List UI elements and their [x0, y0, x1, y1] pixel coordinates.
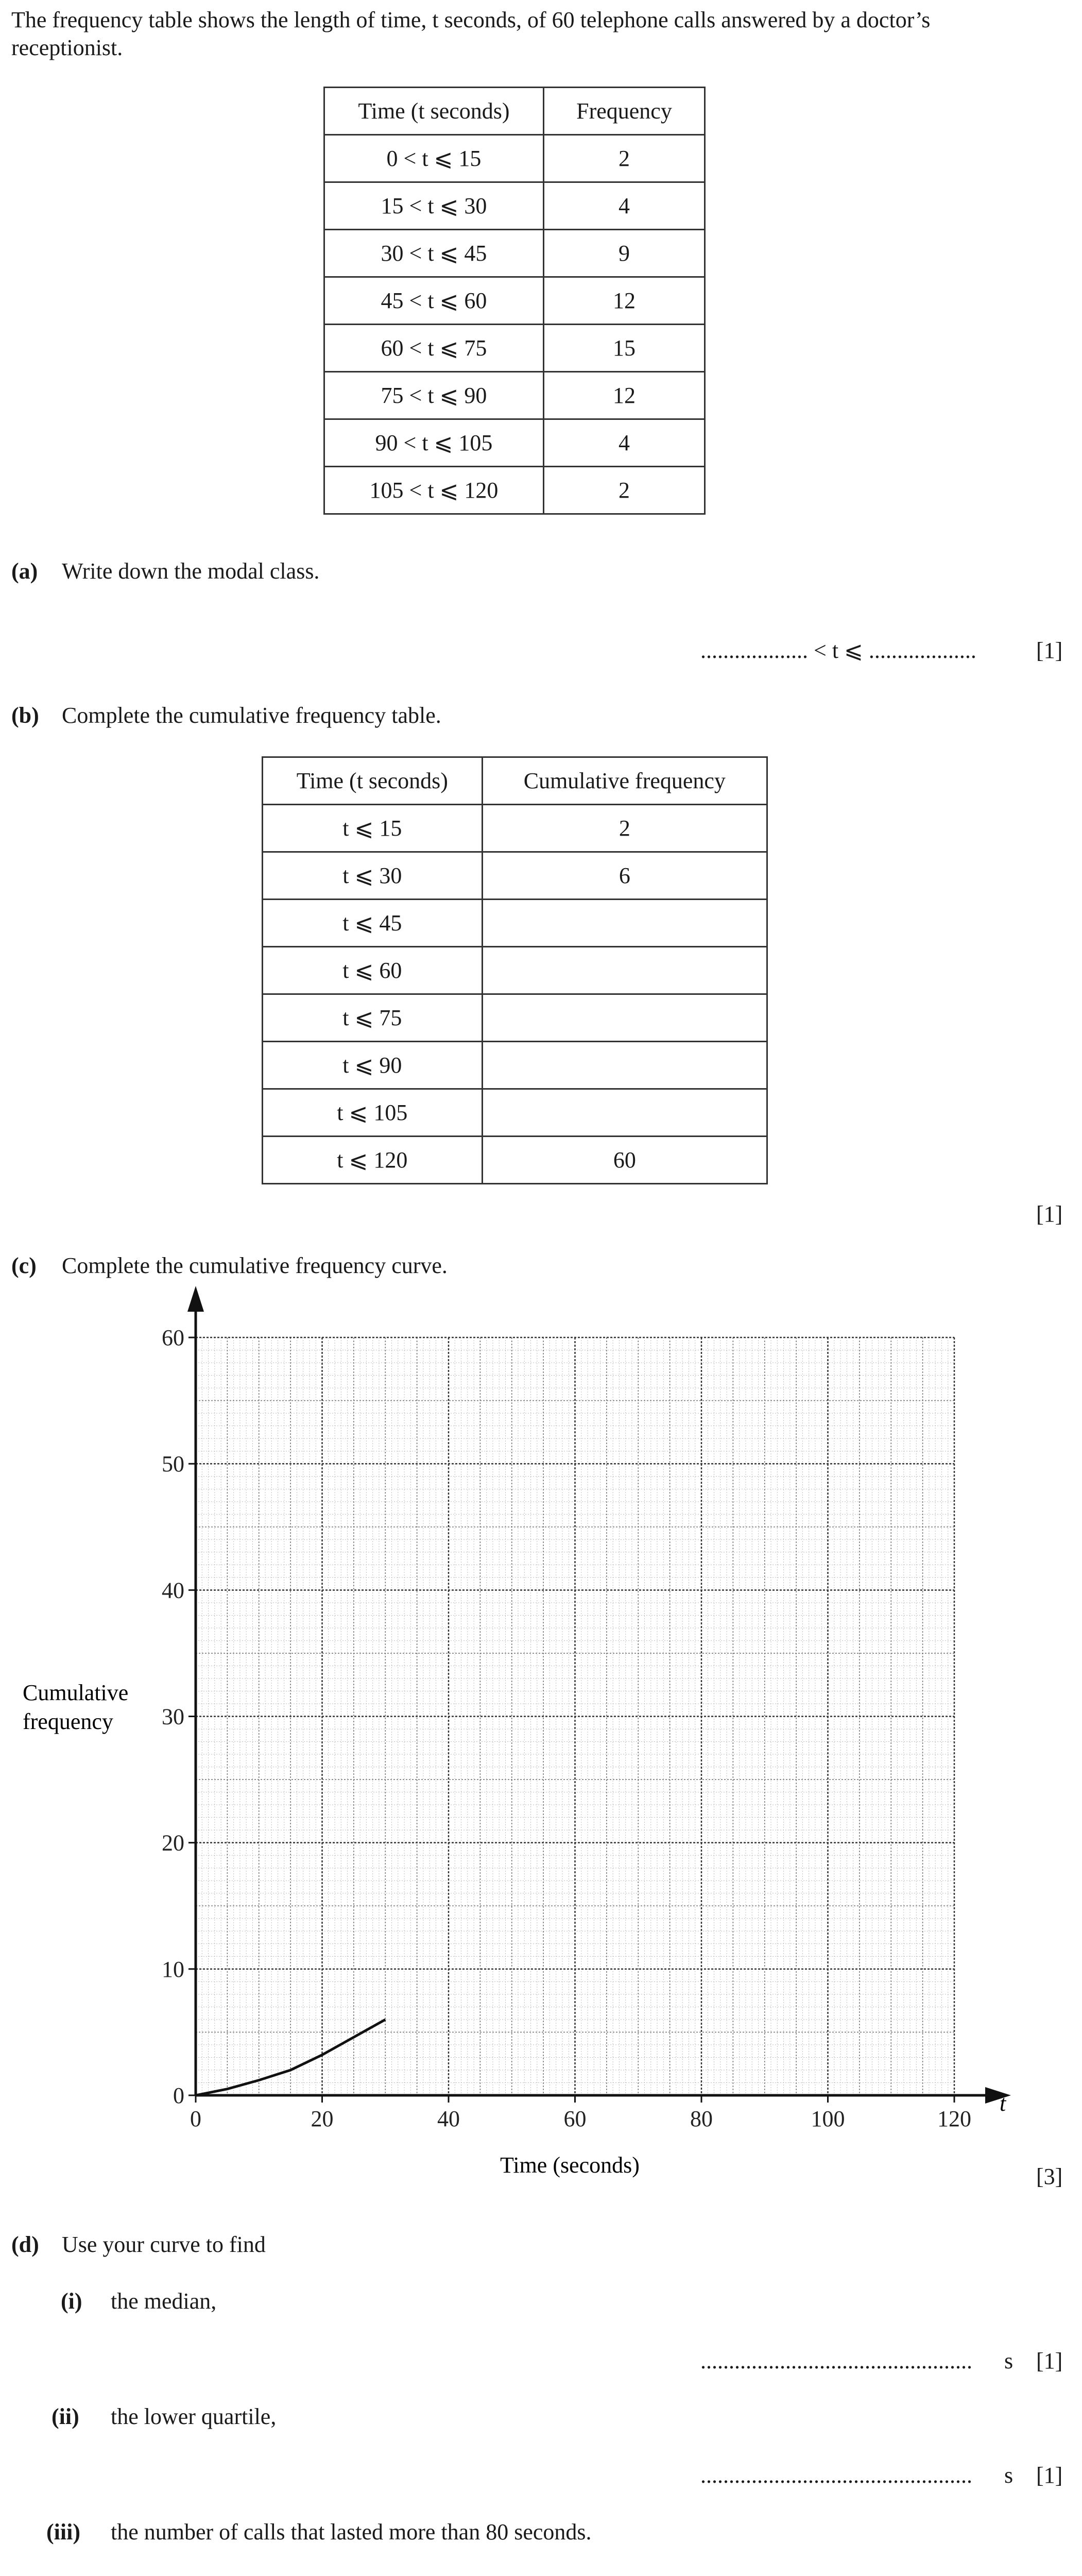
- x-axis-arrow: [985, 2087, 1011, 2104]
- y-axis-arrow: [187, 1286, 204, 1312]
- y-tick-label: 30: [162, 1704, 184, 1730]
- y-tick-label: 40: [162, 1578, 184, 1603]
- cf-cell: 60: [482, 1137, 767, 1184]
- header-cumulative-frequency: Cumulative frequency: [482, 757, 767, 805]
- tick-labels: [162, 1325, 971, 2131]
- x-axis-symbol: t: [1000, 2091, 1006, 2116]
- time-range: 60 < t ⩽ 75: [324, 325, 544, 372]
- time-range: 0 < t ⩽ 15: [324, 135, 544, 182]
- y-tick-label: 60: [162, 1325, 184, 1350]
- x-tick-label: 20: [311, 2106, 334, 2131]
- time-bound: t ⩽ 45: [263, 900, 483, 947]
- part-d-i-label: (i): [61, 2289, 82, 2314]
- time-range: 105 < t ⩽ 120: [324, 467, 544, 514]
- part-d-ii-marks: [1]: [1036, 2463, 1063, 2488]
- intro-text: [11, 6, 1062, 62]
- time-bound: t ⩽ 105: [263, 1089, 483, 1137]
- x-tick-label: 100: [811, 2106, 845, 2131]
- lower-quartile-unit: s: [1004, 2463, 1014, 2488]
- header-time: Time (t seconds): [324, 88, 544, 135]
- cf-input-cell[interactable]: [482, 1042, 767, 1089]
- part-b-marks: [1]: [1036, 1201, 1063, 1227]
- ylabel-line-2: frequency: [23, 1709, 113, 1734]
- cumulative-frequency-chart[interactable]: [0, 1278, 1082, 2205]
- median-unit: s: [1004, 2348, 1014, 2374]
- time-bound: t ⩽ 30: [263, 852, 483, 900]
- table-row: [263, 1089, 767, 1137]
- table-row: [263, 1042, 767, 1089]
- table-row: [263, 805, 767, 852]
- frequency-value: 9: [543, 230, 705, 277]
- cf-cell: 6: [482, 852, 767, 900]
- frequency-value: 2: [543, 467, 705, 514]
- table-row: [324, 230, 705, 277]
- part-d-i-text: the median,: [111, 2289, 217, 2314]
- time-bound: t ⩽ 90: [263, 1042, 483, 1089]
- x-tick-label: 120: [937, 2106, 971, 2131]
- table-row: [324, 325, 705, 372]
- time-range: 30 < t ⩽ 45: [324, 230, 544, 277]
- part-a-marks: [1]: [1036, 638, 1063, 663]
- part-d-i-marks: [1]: [1036, 2348, 1063, 2374]
- y-tick-label: 0: [173, 2083, 184, 2108]
- table-row: [263, 852, 767, 900]
- time-bound: t ⩽ 75: [263, 994, 483, 1042]
- frequency-value: 2: [543, 135, 705, 182]
- part-a-answer-line[interactable]: ................... < t ⩽ ...................: [700, 638, 976, 663]
- table-row: [324, 419, 705, 467]
- time-range: 90 < t ⩽ 105: [324, 419, 544, 467]
- frequency-table: [323, 87, 706, 515]
- frequency-value: 12: [543, 277, 705, 325]
- ylabel-line-1: Cumulative: [23, 1680, 129, 1705]
- xlabel: Time (seconds): [500, 2153, 640, 2178]
- cf-input-cell[interactable]: [482, 1089, 767, 1137]
- axes: [187, 1286, 1011, 2104]
- cf-input-cell[interactable]: [482, 900, 767, 947]
- intro-line-1: The frequency table shows the length of time, t seconds, of 60 telephone calls answered by a doctor’s: [11, 7, 931, 32]
- median-answer-line[interactable]: ................................................: [700, 2348, 972, 2374]
- table-row: [324, 372, 705, 419]
- x-tick-label: 60: [563, 2106, 587, 2131]
- part-d-label: (d): [11, 2232, 39, 2257]
- part-b-text: Complete the cumulative frequency table.: [62, 703, 441, 728]
- intro-line-2: receptionist.: [11, 35, 123, 60]
- part-c-label: (c): [11, 1253, 37, 1278]
- part-b-label: (b): [11, 703, 39, 728]
- cf-input-cell[interactable]: [482, 994, 767, 1042]
- frequency-value: 12: [543, 372, 705, 419]
- part-c-text: Complete the cumulative frequency curve.: [62, 1253, 448, 1278]
- x-tick-label: 40: [437, 2106, 460, 2131]
- part-d-ii-label: (ii): [51, 2404, 79, 2429]
- table-row: [324, 467, 705, 514]
- frequency-value: 4: [543, 419, 705, 467]
- lower-quartile-answer-line[interactable]: ................................................: [700, 2463, 972, 2488]
- table-row: [324, 135, 705, 182]
- x-tick-label: 0: [190, 2106, 201, 2131]
- frequency-value: 15: [543, 325, 705, 372]
- time-range: 45 < t ⩽ 60: [324, 277, 544, 325]
- y-tick-label: 20: [162, 1830, 184, 1856]
- part-d-iii-label: (iii): [46, 2519, 80, 2545]
- time-bound: t ⩽ 60: [263, 947, 483, 994]
- table-row: [263, 1137, 767, 1184]
- table-row: [263, 947, 767, 994]
- y-tick-label: 50: [162, 1451, 184, 1477]
- cf-input-cell[interactable]: [482, 947, 767, 994]
- frequency-value: 4: [543, 182, 705, 230]
- header-frequency: Frequency: [543, 88, 705, 135]
- x-tick-label: 80: [690, 2106, 713, 2131]
- part-a-text: Write down the modal class.: [62, 558, 320, 584]
- table-row: [263, 900, 767, 947]
- time-range: 75 < t ⩽ 90: [324, 372, 544, 419]
- cumulative-frequency-table: [262, 756, 768, 1184]
- part-c-marks: [3]: [1036, 2164, 1063, 2189]
- frequency-table-header: [324, 88, 705, 135]
- table-row: [263, 994, 767, 1042]
- table-row: [324, 182, 705, 230]
- y-tick-label: 10: [162, 1956, 184, 1982]
- cumulative-table-header: [263, 757, 767, 805]
- cf-cell: 2: [482, 805, 767, 852]
- time-bound: t ⩽ 15: [263, 805, 483, 852]
- part-d-text: Use your curve to find: [62, 2232, 266, 2257]
- part-d-iii-text: the number of calls that lasted more than 80 seconds.: [111, 2519, 592, 2545]
- time-bound: t ⩽ 120: [263, 1137, 483, 1184]
- part-d-ii-text: the lower quartile,: [111, 2404, 277, 2429]
- header-time: Time (t seconds): [263, 757, 483, 805]
- table-row: [324, 277, 705, 325]
- part-a-label: (a): [11, 558, 38, 584]
- time-range: 15 < t ⩽ 30: [324, 182, 544, 230]
